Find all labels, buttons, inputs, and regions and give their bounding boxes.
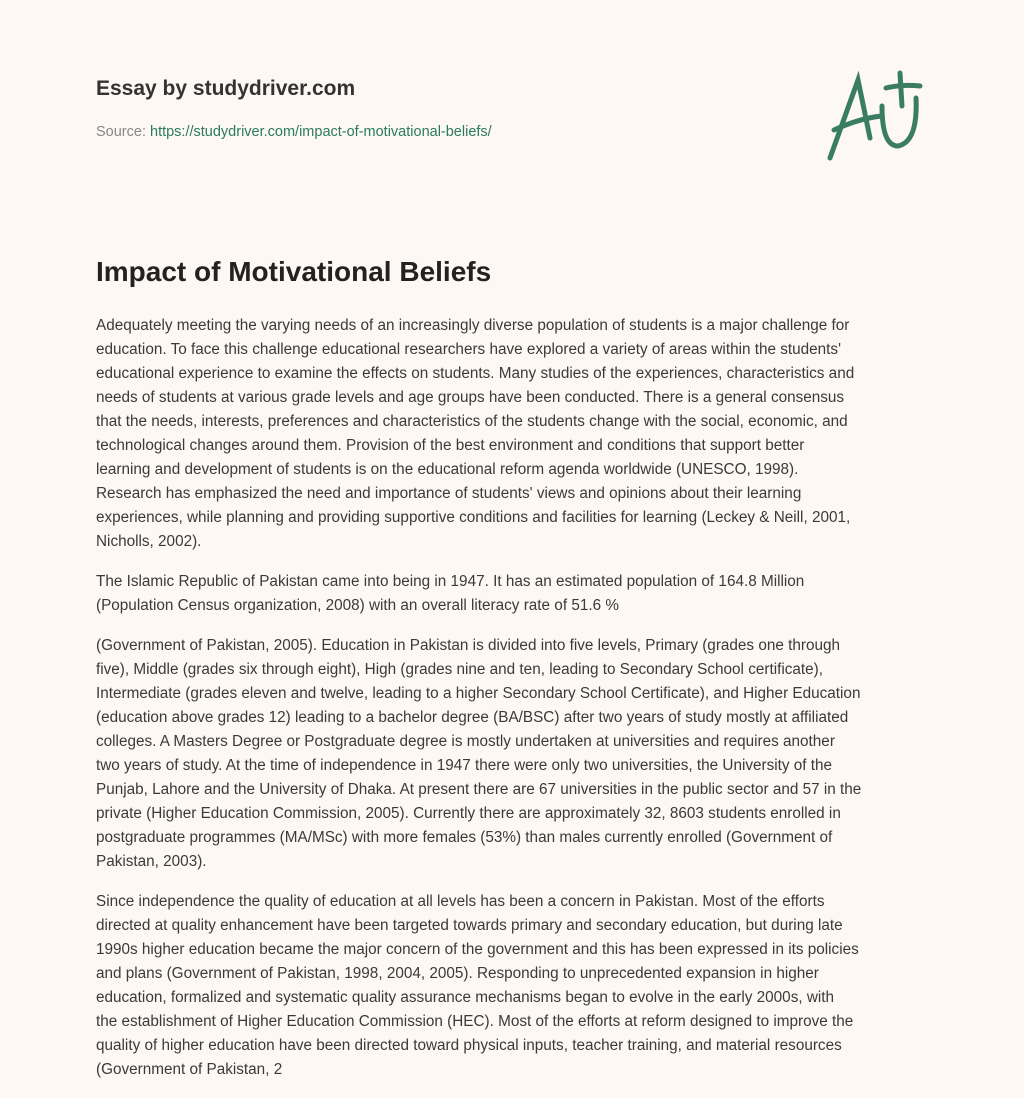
paragraph-line: The Islamic Republic of Pakistan came into being in 1947. It has an estimated population of 164.8 Million: [96, 573, 805, 590]
paragraph-line: that the needs, interests, preferences and characteristics of the students change with the social, economic, and: [96, 413, 848, 430]
paragraph-line: the establishment of Higher Education Commission (HEC). Most of the efforts at reform designed to improve the: [96, 1013, 854, 1030]
paragraph-line: (Government of Pakistan, 2: [96, 1061, 283, 1078]
paragraph-line: experiences, while planning and providing supportive conditions and facilities for learning (Leckey & Neill, 2001,: [96, 509, 851, 526]
paragraph-line: technological changes around them. Provision of the best environment and conditions that support better: [96, 437, 805, 454]
source-label: Source:: [96, 124, 150, 140]
paragraph-line: Adequately meeting the varying needs of an increasingly diverse population of students is a major challenge for: [96, 317, 850, 334]
site-title: Essay by studydriver.com: [96, 77, 356, 100]
paragraph-line: five), Middle (grades six through eight), High (grades nine and ten, leading to Secondary School certificate),: [96, 661, 823, 678]
paragraph: [96, 634, 936, 874]
essay-body: [96, 314, 936, 1098]
paragraph-line: education. To face this challenge educational researchers have explored a variety of areas within the students': [96, 341, 841, 358]
paragraph-line: colleges. A Masters Degree or Postgraduate degree is mostly undertaken at universities and requires another: [96, 733, 835, 750]
paragraph-line: Nicholls, 2002).: [96, 533, 202, 550]
paragraph-line: (Population Census organization, 2008) with an overall literacy rate of 51.6 %: [96, 597, 619, 614]
paragraph-line: Since independence the quality of education at all levels has been a concern in Pakistan. Most of the efforts: [96, 893, 825, 910]
essay-title: Impact of Motivational Beliefs: [96, 256, 492, 287]
paragraph-line: (Government of Pakistan, 2005). Education in Pakistan is divided into five levels, Primary (grades one through: [96, 637, 840, 654]
paragraph-line: educational experience to examine the effects on students. Many studies of the experiences, characteristics and: [96, 365, 855, 382]
paragraph: [96, 570, 936, 618]
paragraph-line: Punjab, Lahore and the University of Dhaka. At present there are 67 universities in the public sector and 57 in the: [96, 781, 862, 798]
paragraph: [96, 890, 936, 1082]
source-link[interactable]: https://studydriver.com/impact-of-motivational-beliefs/: [150, 124, 492, 140]
paragraph-line: two years of study. At the time of independence in 1947 there were only two universities, the University of the: [96, 757, 833, 774]
paragraph-line: private (Higher Education Commission, 2005). Currently there are approximately 32, 8603 students enrolled in: [96, 805, 841, 822]
paragraph-line: Research has emphasized the need and importance of students' views and opinions about their learning: [96, 485, 802, 502]
paragraph-line: needs of students at various grade levels and age groups have been conducted. There is a general consensus: [96, 389, 845, 406]
paragraph-line: quality of higher education have been directed toward physical inputs, teacher training, and material resources: [96, 1037, 842, 1054]
paragraph-line: learning and development of students is on the educational reform agenda worldwide (UNESCO, 1998).: [96, 461, 799, 478]
paragraph-line: Pakistan, 2003).: [96, 853, 207, 870]
paragraph-line: and plans (Government of Pakistan, 1998, 2004, 2005). Responding to unprecedented expansion in higher: [96, 965, 819, 982]
a-plus-logo-icon: [820, 68, 930, 163]
paragraph-line: 1990s higher education became the major concern of the government and this has been expressed in its policies: [96, 941, 859, 958]
paragraph-line: postgraduate programmes (MA/MSc) with more females (53%) than males currently enrolled (Government of: [96, 829, 833, 846]
paragraph-line: (education above grades 12) leading to a bachelor degree (BA/BSC) after two years of study mostly at affiliated: [96, 709, 849, 726]
paragraph-line: Intermediate (grades eleven and twelve, leading to a higher Secondary School Certificate), and Higher Education: [96, 685, 861, 702]
paragraph-line: education, formalized and systematic quality assurance mechanisms began to evolve in the early 2000s, with: [96, 989, 835, 1006]
paragraph-line: directed at quality enhancement have been targeted towards primary and secondary education, but during late: [96, 917, 843, 934]
source-line: [96, 124, 492, 140]
paragraph: [96, 314, 936, 554]
